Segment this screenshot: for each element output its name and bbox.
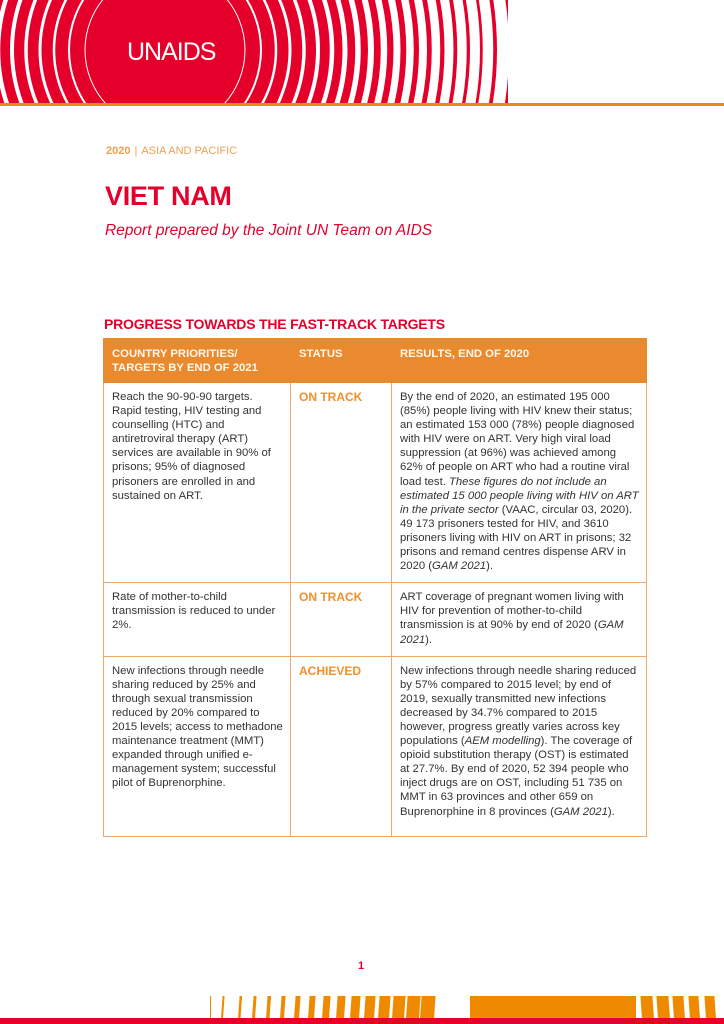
section-title: PROGRESS TOWARDS THE FAST-TRACK TARGETS: [104, 316, 445, 332]
footer-graphic: [0, 990, 724, 1024]
table-row: [104, 383, 647, 583]
concentric-rings-graphic: [0, 0, 724, 104]
header-rule: [0, 103, 724, 106]
footer-stripes-graphic: [0, 990, 724, 1024]
priority-cell: Rate of mother-to-child transmission is reduced to under 2%.: [104, 583, 291, 656]
table-row: [104, 583, 647, 656]
result-text: By the end of 2020, an estimated 195 000 (85%) people living with HIV knew their status; an estimated 153 000 (78%) people diagnosed with HIV were on ART. Very high viral load suppression (at 96%) was achieved among 62% of people on ART who had a routine viral load test.: [400, 391, 635, 488]
report-kicker: [106, 145, 237, 157]
country-title: VIET NAM: [105, 181, 232, 211]
result-source: GAM 2021: [432, 560, 487, 573]
status-badge: ACHIEVED: [299, 663, 362, 678]
result-text: ).: [425, 633, 433, 646]
result-text: ).: [607, 805, 615, 818]
result-text: New infections through needle sharing reduced by 57% compared to 2015 level; by end of 2019, sexually transmitted new infections decreased by 34.7% compared to 2015 however, progress greatly varies across key populations (: [400, 664, 637, 748]
result-source: GAM 2021: [400, 619, 624, 646]
result-text: ).: [486, 560, 493, 573]
report-region: ASIA AND PACIFIC: [141, 145, 238, 157]
result-cell: [392, 656, 647, 836]
result-source: GAM 2021: [553, 805, 608, 818]
header-banner: [0, 0, 724, 104]
header-status: STATUS: [291, 339, 392, 383]
header-results: RESULTS, END OF 2020: [392, 339, 647, 383]
result-cell: [392, 383, 647, 583]
report-subtitle: Report prepared by the Joint UN Team on AIDS: [105, 222, 433, 239]
result-text: (VAAC, circular 03, 2020). 49 173 prisoners tested for HIV, and 3610 prisoners living with HIV on ART in prisons; 32 prisons and remand centres dispense ARV in 2020 (: [400, 503, 633, 573]
result-note: These figures do not include an estimated 15 000 people living with HIV on ART in the private sector: [400, 475, 639, 516]
status-badge: ON TRACK: [299, 590, 363, 605]
result-cell: [392, 583, 647, 656]
status-cell: [291, 656, 392, 836]
fast-track-targets-table: [103, 338, 647, 837]
status-cell: [291, 383, 392, 583]
status-cell: [291, 583, 392, 656]
page-number: 1: [358, 960, 365, 972]
table-header-row: [104, 339, 647, 383]
report-year: 2020: [106, 145, 131, 157]
result-text: ART coverage of pregnant women living with HIV for prevention of mother-to-child transmission is at 90% by end of 2020 (: [400, 591, 624, 632]
unaids-logo: UNAIDS: [127, 38, 216, 66]
priority-cell: New infections through needle sharing reduced by 25% and through sexual transmission reduced by 20% compared to 2015 levels; access to methadone maintenance treatment (MMT) expanded through unified e-management system; successful pilot of Buprenorphine.: [104, 656, 291, 836]
result-source: AEM modelling: [464, 735, 541, 748]
table-row: [104, 656, 647, 836]
result-text: ). The coverage of opioid substitution therapy (OST) is estimated at 27.7%. By end of 2020, 52 394 people who inject drugs are on OST, including 51 735 on MMT in 63 provinces and other 659 on Buprenorphine in 8 provinces (: [400, 735, 633, 818]
header-priorities: COUNTRY PRIORITIES/ TARGETS BY END OF 2021: [104, 339, 291, 383]
priority-cell: Reach the 90-90-90 targets. Rapid testing, HIV testing and counselling (HTC) and antiretroviral therapy (ART) services are available in 90% of prisons; 95% of diagnosed prisoners are enrolled in and sustained on ART.: [104, 383, 291, 583]
status-badge: ON TRACK: [299, 390, 363, 404]
kicker-separator: |: [134, 145, 138, 157]
